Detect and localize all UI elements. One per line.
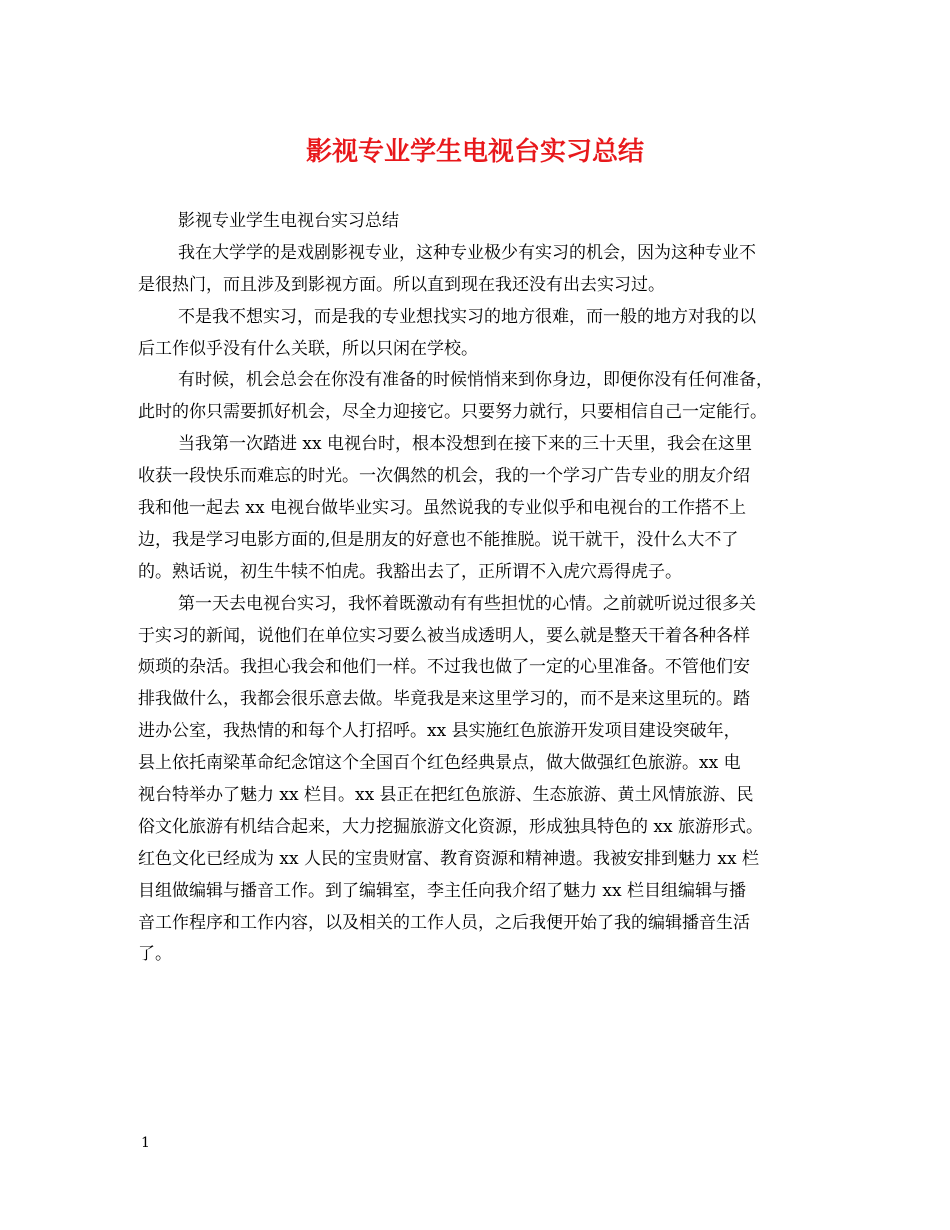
- text-line: 进办公室，我热情的和每个人打招呼。xx 县实施红色旅游开发项目建设突破年，: [138, 721, 741, 742]
- page-number: 1: [141, 1135, 150, 1151]
- text-line: 后工作似乎没有什么关联，所以只闲在学校。: [138, 338, 478, 359]
- text-line: 是很热门，而且涉及到影视方面。所以直到现在我还没有出去实习过。: [138, 274, 665, 295]
- text-line: 目组做编辑与播音工作。到了编辑室，李主任向我介绍了魅力 xx 栏目组编辑与播: [138, 880, 746, 901]
- text-line: 收获一段快乐而难忘的时光。一次偶然的机会，我的一个学习广告专业的朋友介绍: [138, 466, 750, 487]
- text-line: 县上依托南梁革命纪念馆这个全国百个红色经典景点，做大做强红色旅游。xx 电: [138, 753, 741, 774]
- page-title: 影视专业学生电视台实习总结: [305, 137, 644, 167]
- text-line: 于实习的新闻，说他们在单位实习要么被当成透明人，要么就是整天干着各种各样: [138, 625, 750, 646]
- text-line: 红色文化已经成为 xx 人民的宝贵财富、教育资源和精神遗。我被安排到魅力 xx 栏: [138, 848, 759, 869]
- text-line: 了。: [138, 944, 172, 965]
- document-body: [138, 206, 828, 971]
- text-line: 视台特举办了魅力 xx 栏目。xx 县正在把红色旅游、生态旅游、黄土风情旅游、民: [138, 785, 754, 806]
- text-line: 此时的你只需要抓好机会，尽全力迎接它。只要努力就行，只要相信自己一定能行。: [138, 402, 767, 423]
- text-line: 音工作程序和工作内容，以及相关的工作人员，之后我便开始了我的编辑播音生活: [138, 912, 750, 933]
- text-line: 影视专业学生电视台实习总结: [178, 211, 399, 231]
- text-line: 第一天去电视台实习，我怀着既激动有有些担忧的心情。之前就听说过很多关: [178, 593, 756, 614]
- text-line: 边，我是学习电影方面的,但是朋友的好意也不能推脱。说干就干，没什么大不了: [138, 529, 739, 550]
- text-line: 我在大学学的是戏剧影视专业，这种专业极少有实习的机会，因为这种专业不: [178, 242, 756, 263]
- text-line: 俗文化旅游有机结合起来，大力挖掘旅游文化资源，形成独具特色的 xx 旅游形式。: [138, 816, 763, 837]
- text-line: 不是我不想实习，而是我的专业想找实习的地方很难，而一般的地方对我的以: [178, 306, 756, 327]
- text-line: 排我做什么，我都会很乐意去做。毕竟我是来这里学习的，而不是来这里玩的。踏: [138, 689, 750, 710]
- text-line: 我和他一起去 xx 电视台做毕业实习。虽然说我的专业似乎和电视台的工作搭不上: [138, 498, 746, 519]
- text-line: 当我第一次踏进 xx 电视台时，根本没想到在接下来的三十天里，我会在这里: [178, 434, 752, 455]
- text-line: 烦琐的杂活。我担心我会和他们一样。不过我也做了一定的心里准备。不管他们安: [138, 657, 750, 678]
- text-line: 的。熟话说，初生牛犊不怕虎。我豁出去了，正所谓不入虎穴焉得虎子。: [138, 561, 682, 582]
- text-line: 有时候，机会总会在你没有准备的时候悄悄来到你身边，即便你没有任何准备，: [178, 370, 773, 391]
